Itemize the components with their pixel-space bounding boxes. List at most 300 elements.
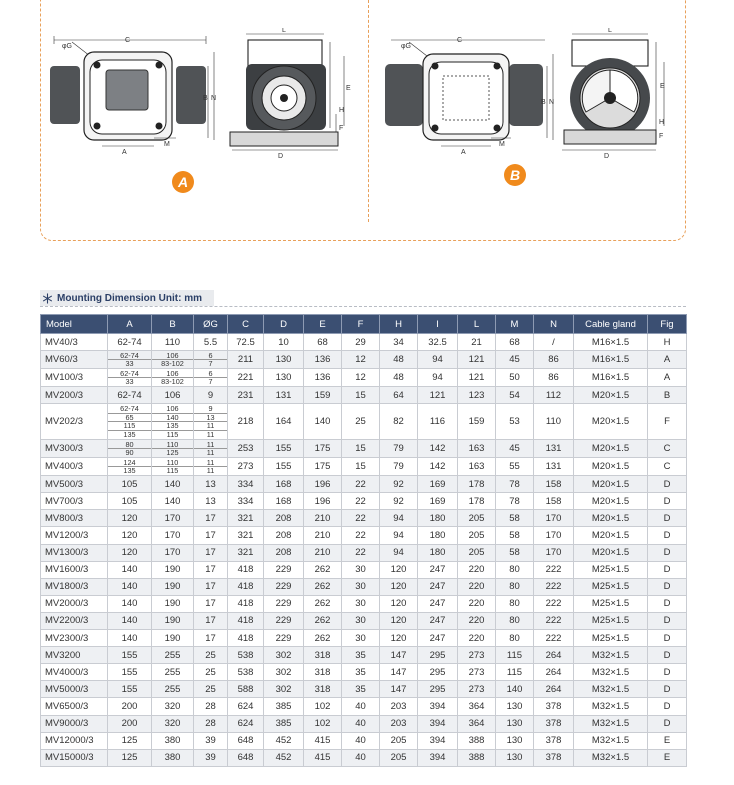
cell-a: 140 [108,630,152,647]
cell-g: 17 [194,510,228,527]
cell-b: 110 [152,334,194,351]
cell-c: 221 [228,369,264,387]
cell-e: 175 [304,440,342,458]
table-row [41,578,687,595]
cell-n: 222 [534,612,574,629]
cell-b: 320 [152,698,194,715]
stacked-value: 11 [194,448,227,456]
stacked-values [108,440,151,457]
stacked-values [152,458,193,475]
cell-f: 29 [342,334,380,351]
cell-l: 220 [458,630,496,647]
cell-fig: B [648,387,687,404]
header-model: Model [41,315,108,334]
cell-a [108,458,152,476]
cell-c: 231 [228,387,264,404]
cell-i: 180 [418,510,458,527]
cell-fig: D [648,476,687,493]
cell-c: 334 [228,476,264,493]
cell-fig: D [648,561,687,578]
cell-l: 121 [458,369,496,387]
cell-d: 155 [264,458,304,476]
cell-cable: M32×1.5 [574,715,648,732]
cell-f: 22 [342,544,380,561]
stacked-value: 11 [194,466,227,474]
cell-h: 147 [380,647,418,664]
header-cable-gland: Cable gland [574,315,648,334]
cell-e: 210 [304,527,342,544]
cell-l: 123 [458,387,496,404]
cell-b: 106 [152,387,194,404]
cell-f: 22 [342,493,380,510]
cell-l: 273 [458,681,496,698]
cell-c: 418 [228,561,264,578]
stacked-values [108,369,151,386]
cell-f: 12 [342,351,380,369]
fig-a-dim-g: φG [62,43,72,50]
cell-b: 170 [152,527,194,544]
cell-f: 35 [342,664,380,681]
fig-b-dim-e: E [660,83,665,90]
cell-a: 120 [108,527,152,544]
cell-g: 25 [194,664,228,681]
cell-b: 140 [152,476,194,493]
header-e: E [304,315,342,334]
cell-i: 295 [418,647,458,664]
stacked-value: 106 [166,368,179,378]
cell-cable: M16×1.5 [574,334,648,351]
cell-f: 40 [342,698,380,715]
stacked-value: 135 [152,421,193,429]
table-row [41,681,687,698]
cell-h: 94 [380,544,418,561]
cell-a: 140 [108,595,152,612]
cell-l: 159 [458,404,496,440]
cell-fig: D [648,527,687,544]
stacked-value: 110 [166,439,179,449]
table-row [41,510,687,527]
cell-n: 264 [534,664,574,681]
cell-e: 318 [304,681,342,698]
cell-f: 15 [342,458,380,476]
cell-b: 380 [152,749,194,766]
cell-a: 125 [108,749,152,766]
stacked-value: 140 [152,413,193,421]
cell-g: 17 [194,595,228,612]
cell-l: 163 [458,440,496,458]
cell-i: 394 [418,698,458,715]
cell-g: 17 [194,561,228,578]
cell-f: 30 [342,612,380,629]
cell-cable: M20×1.5 [574,510,648,527]
cell-f: 30 [342,578,380,595]
cell-model: MV3200 [41,647,108,664]
cell-e: 262 [304,578,342,595]
stacked-values [152,404,193,439]
cell-model: MV40/3 [41,334,108,351]
cell-g: 13 [194,493,228,510]
cell-b: 190 [152,578,194,595]
stacked-value: 90 [108,448,151,456]
cell-g [194,404,228,440]
cell-m: 80 [496,630,534,647]
fig-a-dim-m: M [164,141,170,148]
stacked-value: 33 [108,359,151,367]
cell-f: 40 [342,715,380,732]
cell-b: 255 [152,664,194,681]
cell-g [194,440,228,458]
cell-a: 62-74 [108,387,152,404]
fig-b-dim-b: B [541,99,546,106]
cell-g [194,458,228,476]
cell-model: MV300/3 [41,440,108,458]
cell-model: MV200/3 [41,387,108,404]
cell-c: 648 [228,732,264,749]
cell-a: 140 [108,612,152,629]
cell-c: 211 [228,351,264,369]
cell-l: 178 [458,493,496,510]
cell-l: 21 [458,334,496,351]
cell-cable: M25×1.5 [574,595,648,612]
fig-a-dim-d: D [278,153,284,158]
cell-c: 538 [228,647,264,664]
stacked-values [152,351,193,368]
cell-h: 205 [380,732,418,749]
cell-c: 624 [228,715,264,732]
cell-d: 208 [264,527,304,544]
cell-e: 196 [304,493,342,510]
stacked-values [194,440,227,457]
cell-l: 388 [458,749,496,766]
table-row [41,698,687,715]
cell-c: 72.5 [228,334,264,351]
stacked-value: 80 [125,439,134,449]
cell-g [194,351,228,369]
table-row [41,404,687,440]
table-row [41,561,687,578]
figure-divider [368,0,369,222]
fig-a-dim-a: A [122,149,127,156]
header-d: D [264,315,304,334]
fig-a-dim-f: F [339,125,344,132]
cell-fig: D [648,578,687,595]
cell-h: 120 [380,595,418,612]
cell-m: 130 [496,749,534,766]
header-fig: Fig [648,315,687,334]
cell-i: 94 [418,369,458,387]
cell-a: 200 [108,715,152,732]
cell-l: 220 [458,561,496,578]
cell-g: 39 [194,749,228,766]
cell-d: 229 [264,612,304,629]
cell-e: 136 [304,369,342,387]
table-body [41,334,687,767]
cell-l: 220 [458,595,496,612]
cell-e: 262 [304,561,342,578]
cell-d: 168 [264,493,304,510]
fig-b-dim-a: A [461,149,466,156]
cell-i: 394 [418,715,458,732]
cell-fig: C [648,458,687,476]
cell-fig: D [648,664,687,681]
cell-fig: D [648,544,687,561]
fig-a-dim-l: L [282,28,286,34]
cell-e: 140 [304,404,342,440]
cell-h: 203 [380,698,418,715]
cell-c: 418 [228,595,264,612]
cell-cable: M32×1.5 [574,647,648,664]
cell-a: 140 [108,578,152,595]
cell-b: 255 [152,681,194,698]
cell-g: 9 [194,387,228,404]
cell-b: 170 [152,544,194,561]
table-row [41,369,687,387]
cell-fig: D [648,595,687,612]
cell-c: 648 [228,749,264,766]
cell-model: MV500/3 [41,476,108,493]
cell-l: 364 [458,715,496,732]
cell-e: 318 [304,647,342,664]
cell-model: MV700/3 [41,493,108,510]
cell-e: 210 [304,544,342,561]
cell-n: 131 [534,458,574,476]
cell-c: 321 [228,544,264,561]
section-rule [40,306,686,307]
cell-n: 86 [534,369,574,387]
cell-b [152,458,194,476]
cell-i: 247 [418,612,458,629]
cell-m: 140 [496,681,534,698]
cell-h: 94 [380,510,418,527]
cell-c: 321 [228,510,264,527]
stacked-value: 13 [194,413,227,421]
stacked-value: 135 [108,466,151,474]
section-header [40,290,214,306]
cell-m: 50 [496,369,534,387]
figure-a-side-view [46,30,221,160]
header-g: ØG [194,315,228,334]
fig-a-dim-c: C [125,37,131,44]
cell-a: 155 [108,647,152,664]
table-row [41,595,687,612]
header-l: L [458,315,496,334]
cell-n: 378 [534,698,574,715]
cell-g: 17 [194,527,228,544]
cell-h: 34 [380,334,418,351]
stacked-values [194,458,227,475]
cell-l: 205 [458,544,496,561]
cell-a [108,369,152,387]
cell-fig: A [648,369,687,387]
table-row [41,732,687,749]
cell-cable: M32×1.5 [574,698,648,715]
cell-i: 247 [418,595,458,612]
cell-h: 205 [380,749,418,766]
stacked-value: 11 [194,430,227,438]
stacked-value: 135 [108,430,151,438]
cell-model: MV9000/3 [41,715,108,732]
cell-n: 264 [534,681,574,698]
table-row [41,440,687,458]
table-row [41,715,687,732]
cell-e: 102 [304,698,342,715]
cell-c: 418 [228,612,264,629]
cell-a [108,440,152,458]
stacked-value: 11 [206,457,215,467]
cell-b: 380 [152,732,194,749]
cell-a: 105 [108,476,152,493]
cell-e: 68 [304,334,342,351]
cell-m: 80 [496,595,534,612]
fig-a-dim-n: N [211,95,217,102]
cell-f: 22 [342,510,380,527]
cell-model: MV4000/3 [41,664,108,681]
cell-l: 273 [458,647,496,664]
fig-b-dim-f: F [659,133,664,140]
cell-cable: M20×1.5 [574,527,648,544]
cell-model: MV2300/3 [41,630,108,647]
header-a: A [108,315,152,334]
cell-model: MV2000/3 [41,595,108,612]
cell-i: 169 [418,493,458,510]
cell-h: 79 [380,458,418,476]
header-h: H [380,315,418,334]
cell-model: MV5000/3 [41,681,108,698]
cell-b [152,440,194,458]
cell-b: 190 [152,630,194,647]
cell-h: 120 [380,630,418,647]
table-row [41,527,687,544]
section-title: Mounting Dimension Unit: mm [57,292,202,304]
cell-a: 155 [108,664,152,681]
cell-g: 17 [194,630,228,647]
fig-b-dim-n: N [549,99,555,106]
stacked-value: 6 [208,368,213,378]
stacked-value: 106 [166,350,179,360]
cell-model: MV1200/3 [41,527,108,544]
cell-fig: C [648,440,687,458]
table-row [41,334,687,351]
table-row [41,351,687,369]
cell-d: 208 [264,544,304,561]
figure-b-badge: B [504,164,526,186]
cell-e: 136 [304,351,342,369]
cell-h: 94 [380,527,418,544]
cell-i: 180 [418,527,458,544]
fig-b-dim-g: φG [401,43,411,50]
cell-model: MV1300/3 [41,544,108,561]
cell-m: 58 [496,510,534,527]
cell-fig: H [648,334,687,351]
cell-f: 15 [342,440,380,458]
cell-n: / [534,334,574,351]
cell-cable: M20×1.5 [574,440,648,458]
cell-n: 378 [534,749,574,766]
cell-b: 190 [152,561,194,578]
cell-b: 255 [152,647,194,664]
cell-a [108,404,152,440]
stacked-value: 33 [108,377,151,385]
cell-g: 17 [194,544,228,561]
cell-cable: M25×1.5 [574,578,648,595]
table-row [41,612,687,629]
figure-b-side-view [383,30,558,160]
cell-g: 17 [194,612,228,629]
cell-n: 378 [534,715,574,732]
cell-m: 130 [496,715,534,732]
cell-i: 169 [418,476,458,493]
cell-cable: M20×1.5 [574,493,648,510]
cell-h: 92 [380,493,418,510]
header-b: B [152,315,194,334]
figure-panel [0,0,686,242]
cell-a: 120 [108,544,152,561]
cell-l: 163 [458,458,496,476]
fig-b-dim-l: L [608,28,612,34]
cell-d: 168 [264,476,304,493]
cell-l: 121 [458,351,496,369]
cell-d: 131 [264,387,304,404]
cell-e: 210 [304,510,342,527]
stacked-value: 6 [208,350,213,360]
cell-n: 86 [534,351,574,369]
cell-g: 28 [194,715,228,732]
stacked-value: 83-102 [152,359,193,367]
table-row [41,387,687,404]
cell-d: 164 [264,404,304,440]
cell-g: 28 [194,698,228,715]
table-row [41,749,687,766]
cell-i: 32.5 [418,334,458,351]
cell-b: 190 [152,612,194,629]
cell-fig: E [648,732,687,749]
cell-e: 175 [304,458,342,476]
cell-c: 334 [228,493,264,510]
cell-a: 200 [108,698,152,715]
cell-d: 229 [264,630,304,647]
stacked-value: 83-102 [152,377,193,385]
cell-a: 155 [108,681,152,698]
cell-fig: D [648,630,687,647]
cell-m: 115 [496,664,534,681]
cell-f: 30 [342,595,380,612]
cell-l: 364 [458,698,496,715]
cell-e: 159 [304,387,342,404]
table-row [41,458,687,476]
cell-d: 302 [264,664,304,681]
cell-e: 262 [304,595,342,612]
cell-e: 262 [304,612,342,629]
stacked-values [152,440,193,457]
cell-i: 94 [418,351,458,369]
cell-fig: D [648,493,687,510]
table-header-row [41,315,687,334]
cell-n: 222 [534,561,574,578]
cell-f: 22 [342,527,380,544]
fig-a-dim-e: E [346,85,351,92]
cell-model: MV202/3 [41,404,108,440]
cell-cable: M20×1.5 [574,544,648,561]
fig-a-dim-b: B [203,95,208,102]
cell-i: 121 [418,387,458,404]
table-row [41,647,687,664]
stacked-values [108,404,151,439]
cell-l: 220 [458,612,496,629]
cell-i: 142 [418,440,458,458]
cell-b [152,369,194,387]
cell-m: 58 [496,527,534,544]
cell-fig: E [648,749,687,766]
